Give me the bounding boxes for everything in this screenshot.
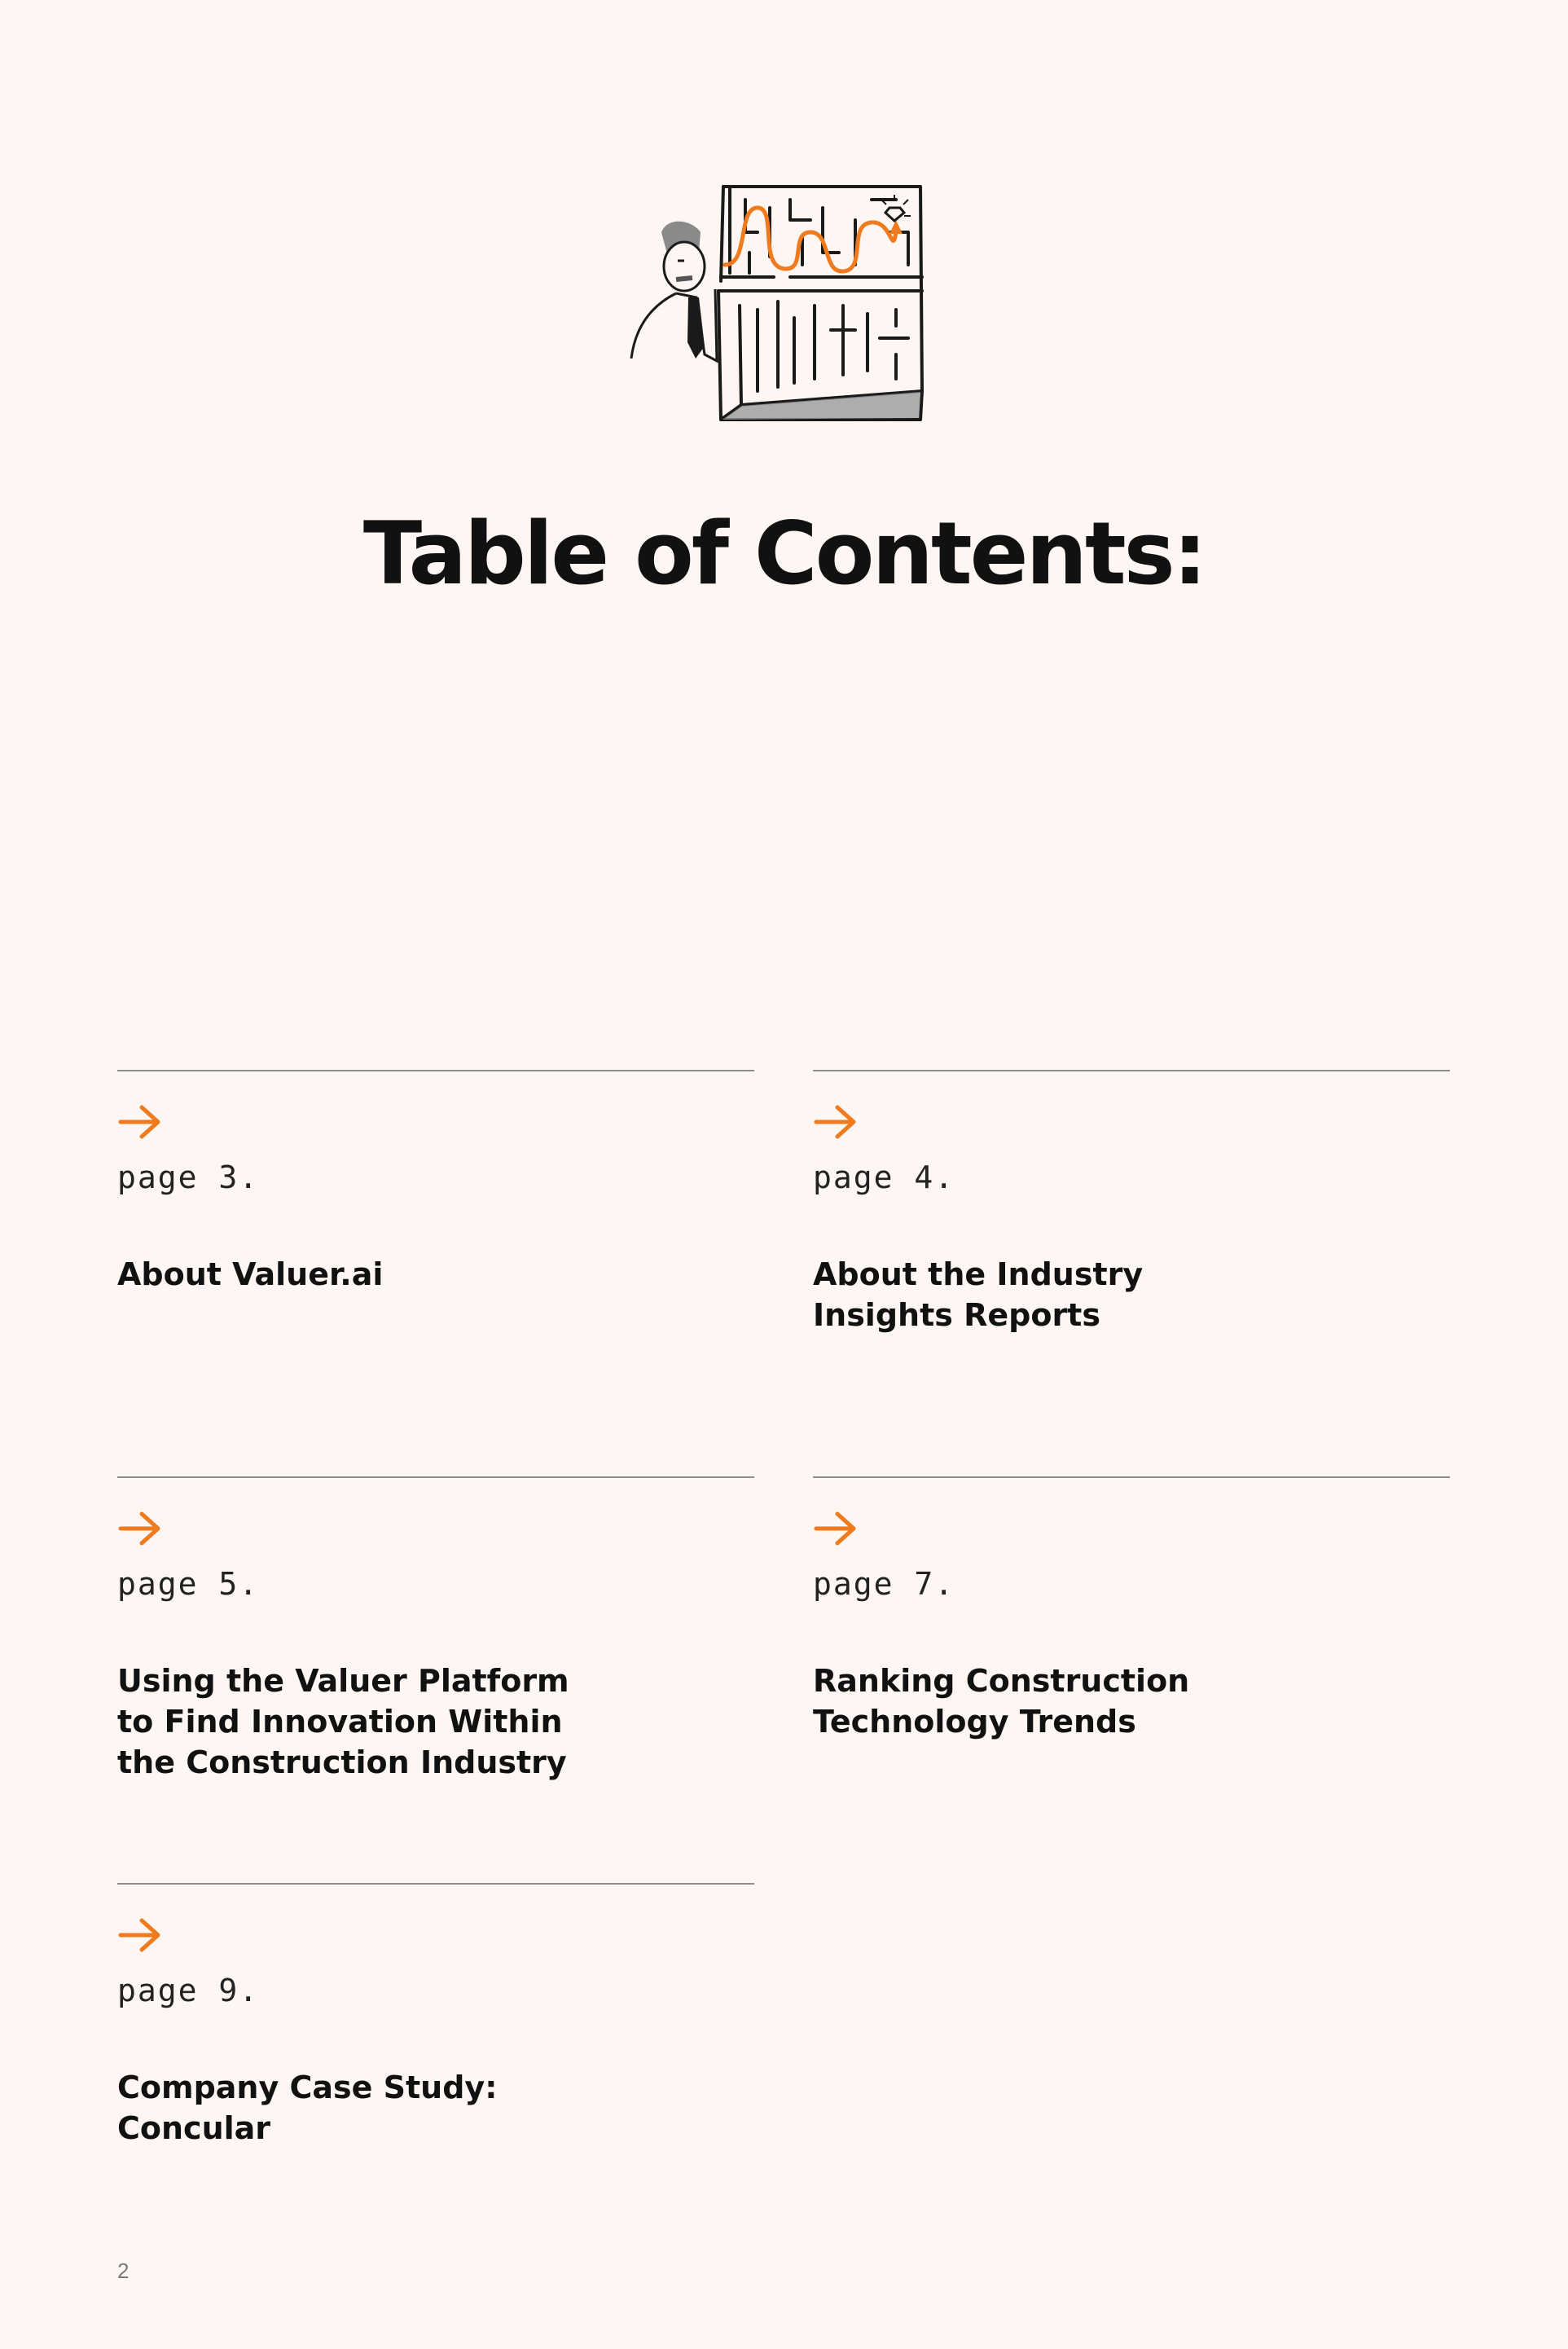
divider (117, 1476, 754, 1478)
page-number: page 7. (813, 1566, 955, 1602)
arrow-right-icon (813, 1509, 857, 1546)
toc-entry[interactable] (813, 1070, 1450, 1333)
page-number: page 9. (117, 1973, 260, 2008)
divider (117, 1883, 754, 1885)
arrow-right-icon (117, 1509, 161, 1546)
entry-title (117, 1661, 754, 1783)
entry-title-line: Using the Valuer Platform (117, 1663, 569, 1699)
man-looking-at-maze-icon (627, 175, 937, 428)
divider (813, 1476, 1450, 1478)
arrow-right-icon (117, 1102, 161, 1140)
entry-title-line: Concular (117, 2110, 271, 2146)
page-title: Table of Contents: (362, 504, 1206, 604)
entry-title (813, 1254, 1450, 1335)
toc-entry[interactable] (117, 1883, 754, 2146)
toc-entry[interactable] (117, 1070, 754, 1292)
entry-title-line: Ranking Construction (813, 1663, 1190, 1699)
divider (117, 1070, 754, 1071)
page-number: page 3. (117, 1159, 260, 1195)
entry-title-line: Technology Trends (813, 1704, 1136, 1740)
entry-title-line: to Find Innovation Within (117, 1704, 563, 1740)
page-folio: 2 (117, 2259, 130, 2283)
page-number: page 5. (117, 1566, 260, 1602)
arrow-right-icon (813, 1102, 857, 1140)
entry-title-line: About Valuer.ai (117, 1256, 384, 1292)
arrow-right-icon (117, 1916, 161, 1953)
entry-title-line: Insights Reports (813, 1297, 1100, 1333)
entry-title-line: Company Case Study: (117, 2070, 498, 2105)
entry-title-line: About the Industry (813, 1256, 1144, 1292)
toc-entry[interactable] (813, 1476, 1450, 1740)
divider (813, 1070, 1450, 1071)
entry-title (813, 1661, 1450, 1742)
page-number: page 4. (813, 1159, 955, 1195)
entry-title (117, 1254, 754, 1295)
entry-title-line: the Construction Industry (117, 1744, 567, 1780)
toc-entry[interactable] (117, 1476, 754, 1780)
entry-title (117, 2067, 754, 2149)
